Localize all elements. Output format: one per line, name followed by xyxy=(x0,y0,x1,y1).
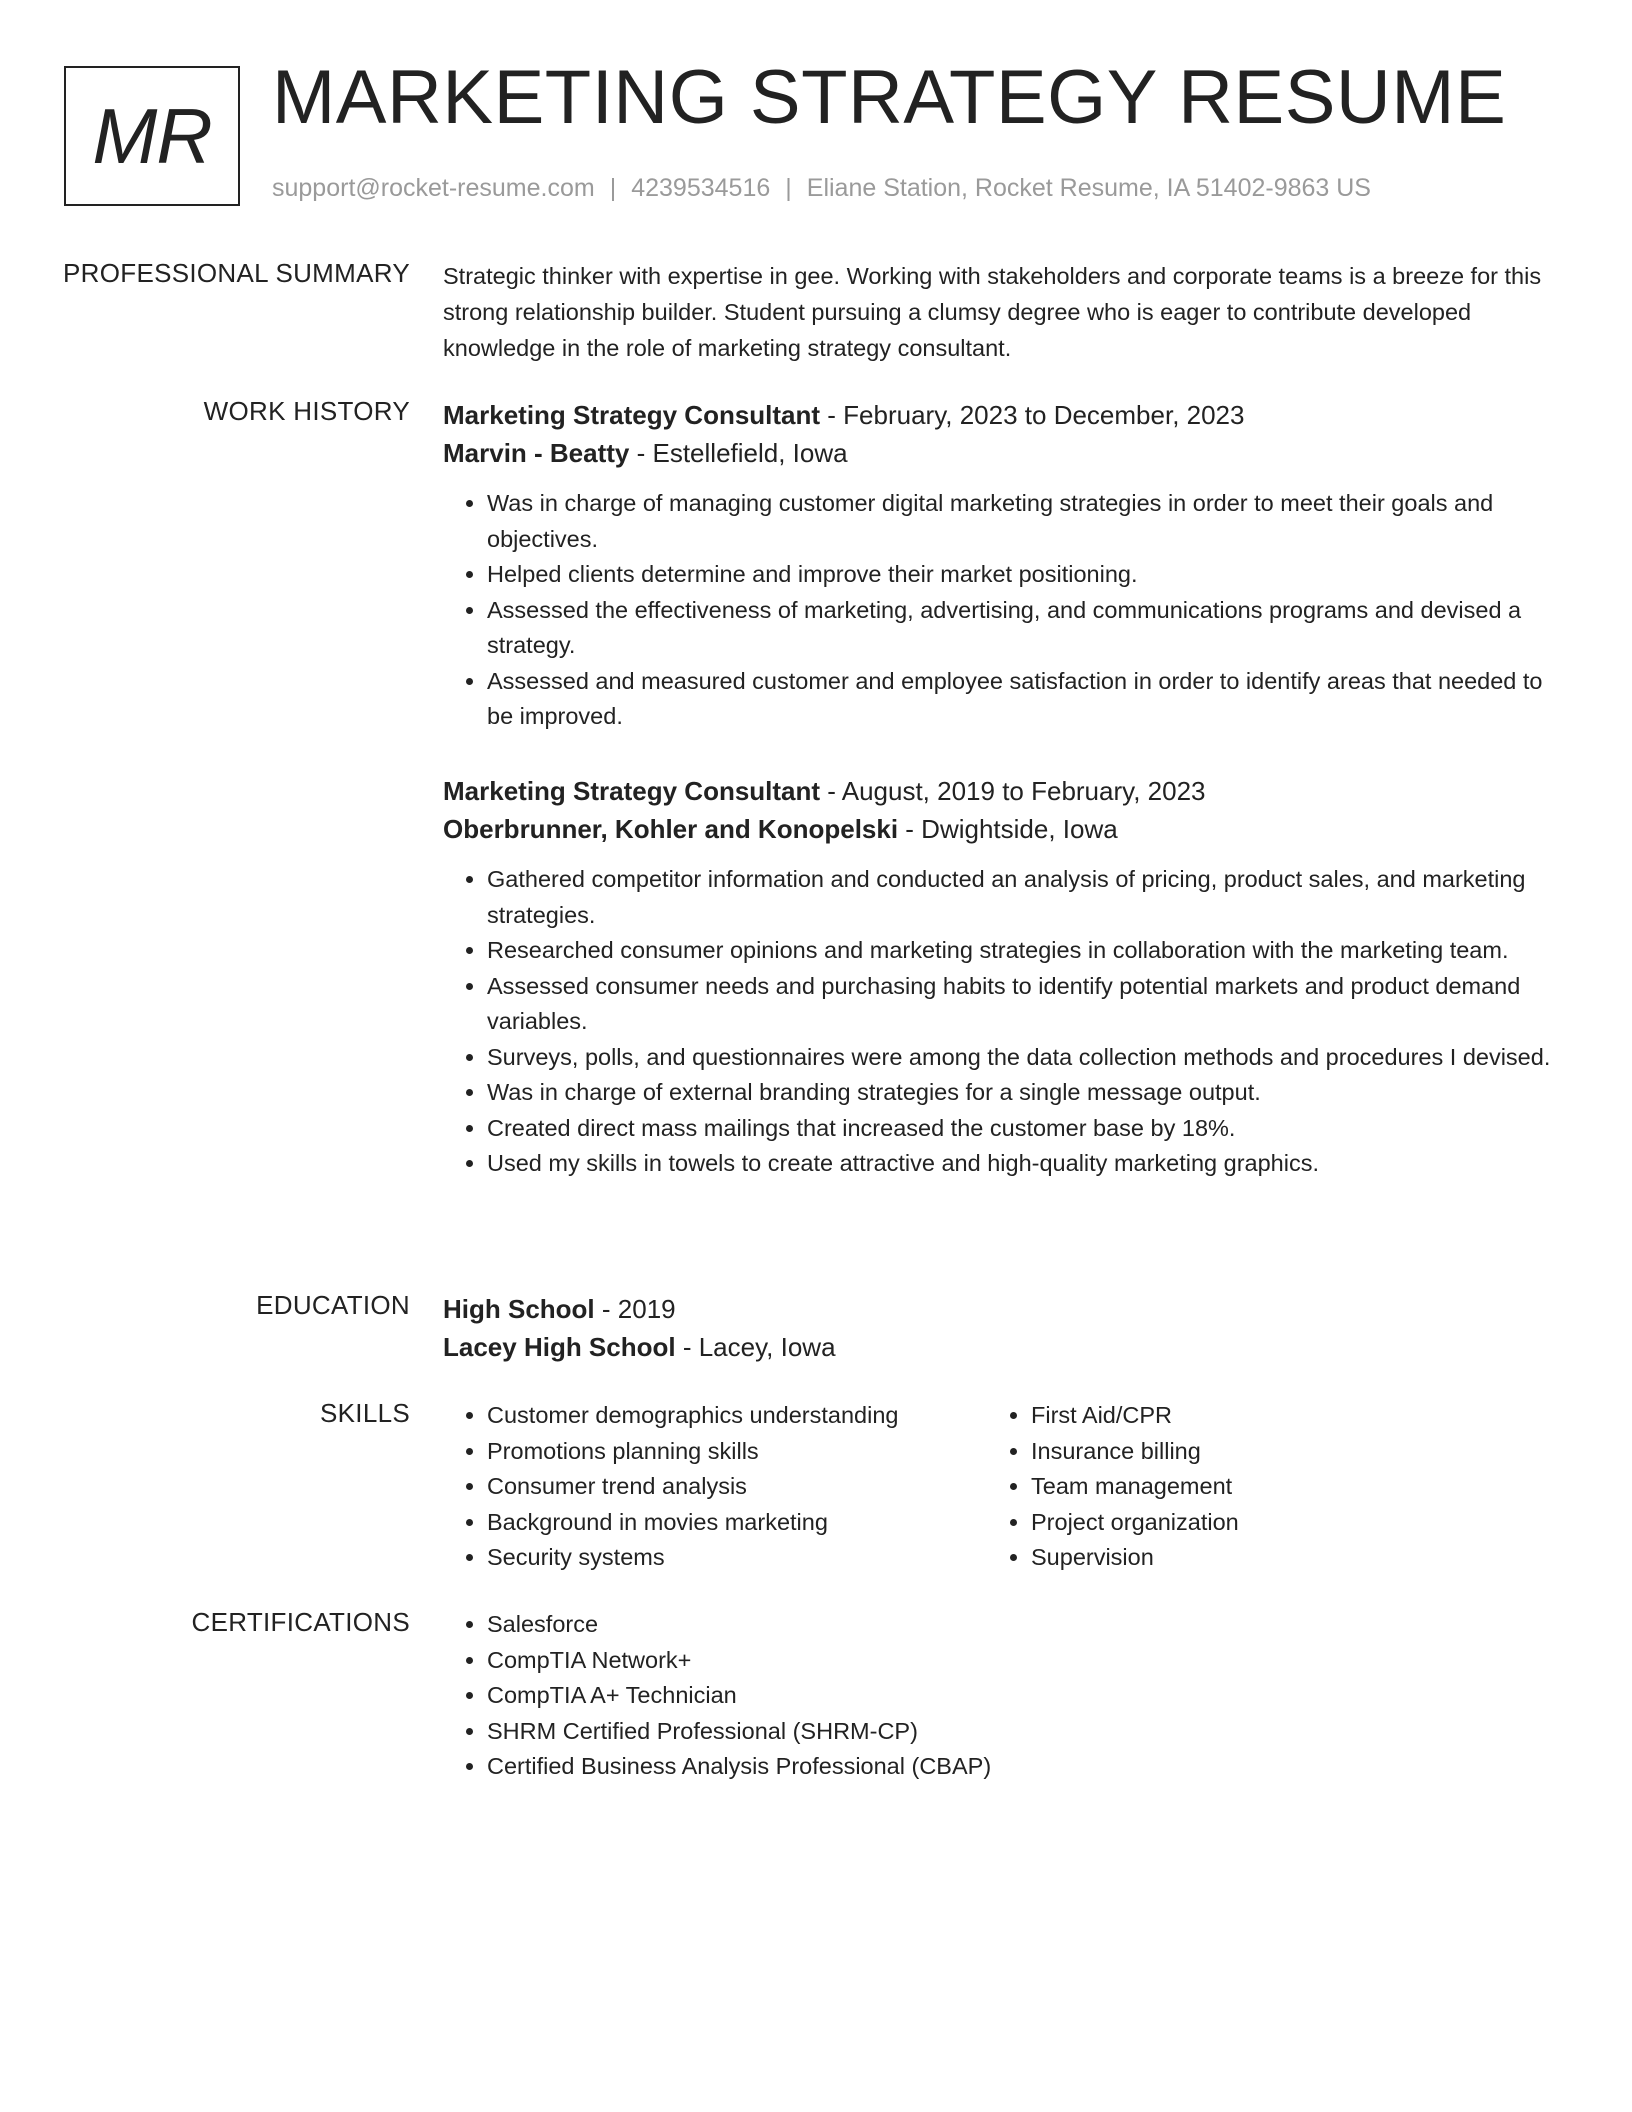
list-item: • Used my skills in towels to create attractive and high-quality marketing graphics. xyxy=(487,1146,1553,1182)
list-item: • Team management xyxy=(1031,1469,1431,1505)
monogram-logo: MR xyxy=(64,66,240,206)
list-item: • Was in charge of external branding strategies for a single message output. xyxy=(487,1075,1553,1111)
contact-separator: | xyxy=(609,174,617,202)
job-dates: - February, 2023 to December, 2023 xyxy=(820,400,1245,430)
contact-line xyxy=(272,174,1371,203)
list-item: • Promotions planning skills xyxy=(487,1434,987,1470)
list-item: • Background in movies marketing xyxy=(487,1505,987,1541)
list-item: • Created direct mass mailings that increased the customer base by 18%. xyxy=(487,1111,1553,1147)
list-item: • Supervision xyxy=(1031,1540,1431,1576)
skills-list-left xyxy=(443,1398,987,1576)
job-company: Oberbrunner, Kohler and Konopelski xyxy=(443,814,899,844)
list-item: • CompTIA Network+ xyxy=(487,1643,991,1679)
job-company: Marvin - Beatty xyxy=(443,438,630,468)
list-item: • Assessed consumer needs and purchasing habits to identify potential markets and product demand variables. xyxy=(487,969,1553,1040)
job-company-line xyxy=(443,434,1553,472)
work-history-body xyxy=(443,396,1553,1182)
list-item: • Salesforce xyxy=(487,1607,991,1643)
job-title: Marketing Strategy Consultant xyxy=(443,400,821,430)
list-item: • Surveys, polls, and questionnaires were among the data collection methods and procedures I devised. xyxy=(487,1040,1553,1076)
list-item: • Project organization xyxy=(1031,1505,1431,1541)
section-heading: PROFESSIONAL SUMMARY xyxy=(63,258,410,288)
list-item: • First Aid/CPR xyxy=(1031,1398,1431,1434)
contact-address: Eliane Station, Rocket Resume, IA 51402-9863 US xyxy=(806,174,1371,202)
job-title-line xyxy=(443,772,1553,810)
list-item: • Assessed the effectiveness of marketing, advertising, and communications programs and devised a strategy. xyxy=(487,593,1553,664)
list-item: • Certified Business Analysis Professional (CBAP) xyxy=(487,1749,991,1785)
contact-separator: | xyxy=(785,174,792,202)
section-heading: EDUCATION xyxy=(256,1290,410,1320)
list-item: • SHRM Certified Professional (SHRM-CP) xyxy=(487,1714,991,1750)
list-item: • Security systems xyxy=(487,1540,987,1576)
certifications-list xyxy=(443,1607,991,1785)
education-location: - Lacey, Iowa xyxy=(675,1332,836,1362)
skills-list-right xyxy=(987,1398,1431,1576)
education-body xyxy=(443,1290,1553,1366)
list-item: • Assessed and measured customer and employee satisfaction in order to identify areas that needed to be improved. xyxy=(487,664,1553,735)
contact-email[interactable]: support@rocket-resume.com xyxy=(272,174,595,202)
education-school-line xyxy=(443,1328,1553,1366)
section-heading: SKILLS xyxy=(320,1398,410,1428)
skills-body xyxy=(443,1398,1553,1576)
section-heading: CERTIFICATIONS xyxy=(191,1607,410,1637)
resume-title: MARKETING STRATEGY RESUME xyxy=(272,55,1507,140)
education-degree-line xyxy=(443,1290,1553,1328)
list-item: • Insurance billing xyxy=(1031,1434,1431,1470)
job-dates: - August, 2019 to February, 2023 xyxy=(820,776,1206,806)
job-bullets xyxy=(443,862,1553,1182)
job-entry xyxy=(443,396,1553,772)
list-item: • Researched consumer opinions and marketing strategies in collaboration with the marketing team. xyxy=(487,933,1553,969)
contact-phone[interactable]: 4239534516 xyxy=(631,174,771,202)
certifications-body xyxy=(443,1607,1553,1785)
job-entry xyxy=(443,772,1553,1182)
list-item: • Consumer trend analysis xyxy=(487,1469,987,1505)
education-year: - 2019 xyxy=(594,1294,676,1324)
list-item: • Helped clients determine and improve their market positioning. xyxy=(487,557,1553,593)
summary-text: Strategic thinker with expertise in gee. Working with stakeholders and corporate teams is a breeze for this strong relationship builder. Student pursuing a clumsy degree who is eager to contribute developed knowledge in the role of marketing strategy consultant. xyxy=(443,263,1542,361)
list-item: • Was in charge of managing customer digital marketing strategies in order to meet their goals and objectives. xyxy=(487,486,1553,557)
job-location: - Estellefield, Iowa xyxy=(629,438,848,468)
job-title-line xyxy=(443,396,1553,434)
list-item: • Gathered competitor information and conducted an analysis of pricing, product sales, and marketing strategies. xyxy=(487,862,1553,933)
job-location: - Dwightside, Iowa xyxy=(898,814,1118,844)
education-degree: High School xyxy=(443,1294,595,1324)
job-company-line xyxy=(443,810,1553,848)
job-title: Marketing Strategy Consultant xyxy=(443,776,821,806)
section-heading: WORK HISTORY xyxy=(203,396,410,426)
list-item: • Customer demographics understanding xyxy=(487,1398,987,1434)
job-bullets xyxy=(443,486,1553,735)
list-item: • CompTIA A+ Technician xyxy=(487,1678,991,1714)
education-school: Lacey High School xyxy=(443,1332,676,1362)
